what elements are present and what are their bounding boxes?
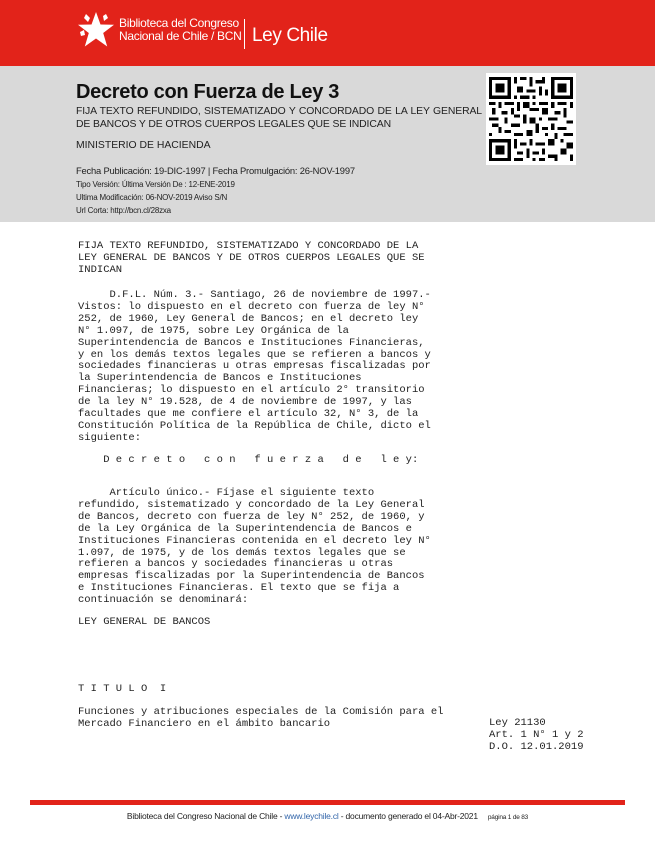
document-title: Decreto con Fuerza de Ley 3 xyxy=(76,81,340,103)
footer-prefix: Biblioteca del Congreso Nacional de Chile - xyxy=(126,811,285,821)
margin-note: Ley 21130 Art. 1 N° 1 y 2 D.O. 12.01.2019 xyxy=(489,717,584,753)
footer-suffix: - documento generado el 04-Abr-2021 xyxy=(338,811,478,821)
footer-link[interactable]: www.leychile.cl xyxy=(284,811,339,821)
body-paragraph-articulo-unico: Artículo único.- Fíjase el siguiente texto refundido, sistematizado y concordado de la Ley General de Bancos, decreto con fuerza de ley N° 252, de 1960, y de la Ley Orgánica de la Superintendencia de Bancos e Instituciones Financieras contenida en el decreto ley N° 1.097, de 1975, y de los demás textos legales que se refieren a bancos y sociedades financieras u otras empresas fiscalizadas por la Superintendencia de Bancos e Instituciones Financieras. El texto que se fija a continuación se denominará: xyxy=(78,487,431,607)
page-footer xyxy=(0,811,655,821)
qr-code-icon xyxy=(486,73,576,165)
decree-heading: D e c r e t o c o n f u e r z a d e l e y: xyxy=(78,454,419,466)
logo-line-2: Nacional de Chile / BCN xyxy=(119,28,242,43)
logo-divider xyxy=(244,19,245,49)
last-modification: Ultima Modificación: 06-NOV-2019 Aviso S/N xyxy=(76,193,228,202)
ministry-name: MINISTERIO DE HACIENDA xyxy=(76,140,211,151)
titulo-heading: T I T U L O I xyxy=(78,683,167,695)
body-heading: FIJA TEXTO REFUNDIDO, SISTEMATIZADO Y CONCORDADO DE LA LEY GENERAL DE BANCOS Y DE OTROS CUERPOS LEGALES QUE SE INDICAN xyxy=(78,240,425,276)
document-subtitle: FIJA TEXTO REFUNDIDO, SISTEMATIZADO Y CONCORDADO DE LA LEY GENERAL DE BANCOS Y DE OTROS CUERPOS LEGALES QUE SE INDICAN xyxy=(76,106,482,130)
bcn-logo-text xyxy=(119,17,242,42)
bcn-star-logo-icon xyxy=(76,10,116,50)
titulo-description: Funciones y atribuciones especiales de la Comisión para el Mercado Financiero en el ámbito bancario xyxy=(78,706,444,730)
law-name: LEY GENERAL DE BANCOS xyxy=(78,616,211,628)
version-type: Tipo Versión: Última Versión De : 12-ENE-2019 xyxy=(76,180,235,189)
ley-chile-brand: Ley Chile xyxy=(252,25,328,46)
header-bar xyxy=(0,0,655,66)
body-paragraph-vistos: D.F.L. Núm. 3.- Santiago, 26 de noviembre de 1997.- Vistos: lo dispuesto en el decreto con fuerza de ley N° 252, de 1960, Ley General de Bancos; en el decreto ley N° 1.097, de 1975, sobre Ley Orgánica de la Superintendencia de Bancos e Instituciones Financieras, y en los demás textos legales que se refieren a bancos y sociedades financieras u otras empresas fiscalizadas por la Superintendencia de Bancos e Instituciones Financieras; lo dispuesto en el artículo 2° transitorio de la ley N° 19.528, de 4 de noviembre de 1997, y las facultades que me confiere el artículo 32, N° 3, de la Constitución Política de la República de Chile, dicto el siguiente: xyxy=(78,289,431,444)
page-number: página 1 de 83 xyxy=(487,814,529,821)
footer-bar xyxy=(30,800,625,805)
publication-dates: Fecha Publicación: 19-DIC-1997 | Fecha Promulgación: 26-NOV-1997 xyxy=(76,165,355,176)
logo-line-1: Biblioteca del Congreso xyxy=(119,16,239,30)
short-url: Url Corta: http://bcn.cl/28zxa xyxy=(76,206,171,215)
